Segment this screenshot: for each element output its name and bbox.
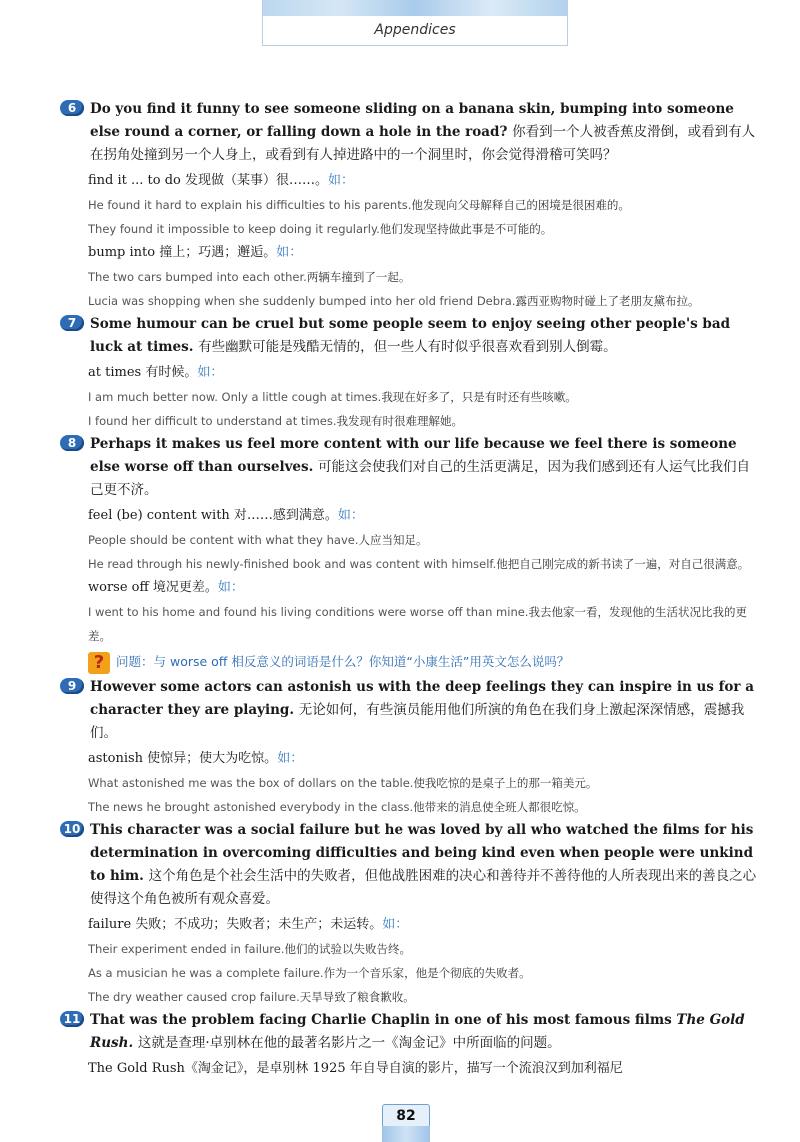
note-item (60, 1009, 760, 1055)
item-number-badge: 7 (60, 315, 84, 331)
sentence-en: This character was a social failure but he was loved by all who watched the films for his determination in overcoming difficulties and being kind even when people were unkind to him. (90, 822, 754, 884)
question-prompt (88, 650, 760, 674)
film-title: The Gold Rush. (90, 1012, 745, 1051)
example-sentence: He found it hard to explain his difficulties to his parents.他发现向父母解释自己的困境是很困难的。 (88, 198, 630, 212)
example-sentence: I went to his home and found his living conditions were worse off than mine.我去他家一看，发现他的生活状况比我的更差。 (88, 605, 747, 643)
film-note: The Gold Rush《淘金记》，是卓别林 1925 年自导自演的影片，描写一个流浪汉到加利福尼 (88, 1061, 623, 1076)
sentence-zh: 无论如何，有些演员能用他们所演的角色在我们身上激起深深情感，震撼我们。 (90, 702, 745, 741)
example-sentence: Lucia was shopping when she suddenly bumped into her old friend Debra.露西亚购物时碰上了老朋友黛布拉。 (88, 294, 700, 308)
sentence-en: Some humour can be cruel but some people seem to enjoy seeing other people's bad luck at times. (90, 316, 731, 355)
phrase-entry: worse off 境况更差。如： (88, 580, 244, 595)
example-sentence: What astonished me was the box of dollars on the table.使我吃惊的是桌子上的那一箱美元。 (88, 776, 598, 790)
example-sentence: The two cars bumped into each other.两辆车撞到了一起。 (88, 270, 411, 284)
item-number-badge: 8 (60, 435, 84, 451)
key-sentence (90, 676, 760, 745)
key-sentence (90, 313, 760, 359)
phrase-entry: find it ... to do 发现做（某事）很……。如： (88, 173, 355, 188)
sentence-en: Perhaps it makes us feel more content with our life because we feel there is someone else worse off than ourselves. (90, 436, 737, 475)
example-sentence: I am much better now. Only a little cough at times.我现在好多了，只是有时还有些咳嗽。 (88, 390, 577, 404)
phrase-entry: at times 有时候。如： (88, 365, 224, 380)
section-title: Appendices (374, 22, 456, 38)
example-sentence: As a musician he was a complete failure.作为一个音乐家，他是个彻底的失败者。 (88, 966, 531, 980)
sentence-zh: 可能这会使我们对自己的生活更满足，因为我们感到还有人运气比我们自己更不济。 (90, 459, 751, 498)
example-sentence: People should be content with what they have.人应当知足。 (88, 533, 428, 547)
note-item (60, 433, 760, 502)
key-sentence (90, 98, 760, 167)
example-sentence: I found her difficult to understand at times.我发现有时很难理解她。 (88, 414, 464, 428)
question-mark-icon: ? (88, 652, 110, 674)
sentence-en: However some actors can astonish us with the deep feelings they can inspire in us for a character they are playing. (90, 679, 754, 718)
sentence-zh: 这就是查理·卓别林在他的最著名影片之一《淘金记》中所面临的问题。 (137, 1035, 561, 1051)
sentence-en: Do you find it funny to see someone sliding on a banana skin, bumping into someone else round a corner, or falling down a hole in the road? (90, 101, 734, 140)
key-sentence (90, 819, 760, 911)
phrase-entry: feel (be) content with 对……感到满意。如： (88, 508, 364, 523)
page-number: 82 (382, 1104, 430, 1128)
item-number-badge: 6 (60, 100, 84, 116)
example-sentence: He read through his newly-finished book and was content with himself.他把自己刚完成的新书读了一遍，对自己很满意。 (88, 557, 750, 571)
sentence-zh: 这个角色是个社会生活中的失败者，但他战胜困难的决心和善待并不善待他的人所表现出来的善良之心使得这个角色被所有观众喜爱。 (90, 868, 757, 907)
note-item (60, 98, 760, 167)
phrase-entry: bump into 撞上；巧遇；邂逅。如： (88, 245, 303, 260)
example-sentence: They found it impossible to keep doing it regularly.他们发现坚持做此事是不可能的。 (88, 222, 553, 236)
key-sentence (90, 433, 760, 502)
sentence-zh: 你看到一个人被香蕉皮滑倒，或看到有人在拐角处撞到另一个人身上，或看到有人掉进路中的一个洞里时，你会觉得滑稽可笑吗？ (90, 124, 756, 163)
item-number-badge: 11 (60, 1011, 84, 1027)
key-sentence (90, 1009, 760, 1055)
note-item (60, 676, 760, 745)
note-item (60, 313, 760, 359)
notes-content (60, 98, 760, 1081)
header-stripe (263, 0, 567, 16)
question-text: 问题：与 worse off 相反意义的词语是什么？你知道“小康生活”用英文怎么说吗？ (116, 654, 570, 669)
sentence-en: That was the problem facing Charlie Chaplin in one of his most famous films (90, 1012, 672, 1028)
note-item (60, 819, 760, 911)
footer-band (382, 1126, 430, 1142)
example-sentence: The news he brought astonished everybody in the class.他带来的消息使全班人都很吃惊。 (88, 800, 586, 814)
sentence-zh: 有些幽默可能是残酷无情的，但一些人有时似乎很喜欢看到别人倒霉。 (198, 339, 617, 355)
example-sentence: The dry weather caused crop failure.天旱导致了粮食歉收。 (88, 990, 415, 1004)
item-number-badge: 10 (60, 821, 84, 837)
example-sentence: Their experiment ended in failure.他们的试验以失败告终。 (88, 942, 411, 956)
header-band (262, 0, 568, 46)
phrase-entry: failure 失败；不成功；失败者；未生产；未运转。如： (88, 917, 409, 932)
phrase-entry: astonish 使惊异；使大为吃惊。如： (88, 751, 304, 766)
item-number-badge: 9 (60, 678, 84, 694)
